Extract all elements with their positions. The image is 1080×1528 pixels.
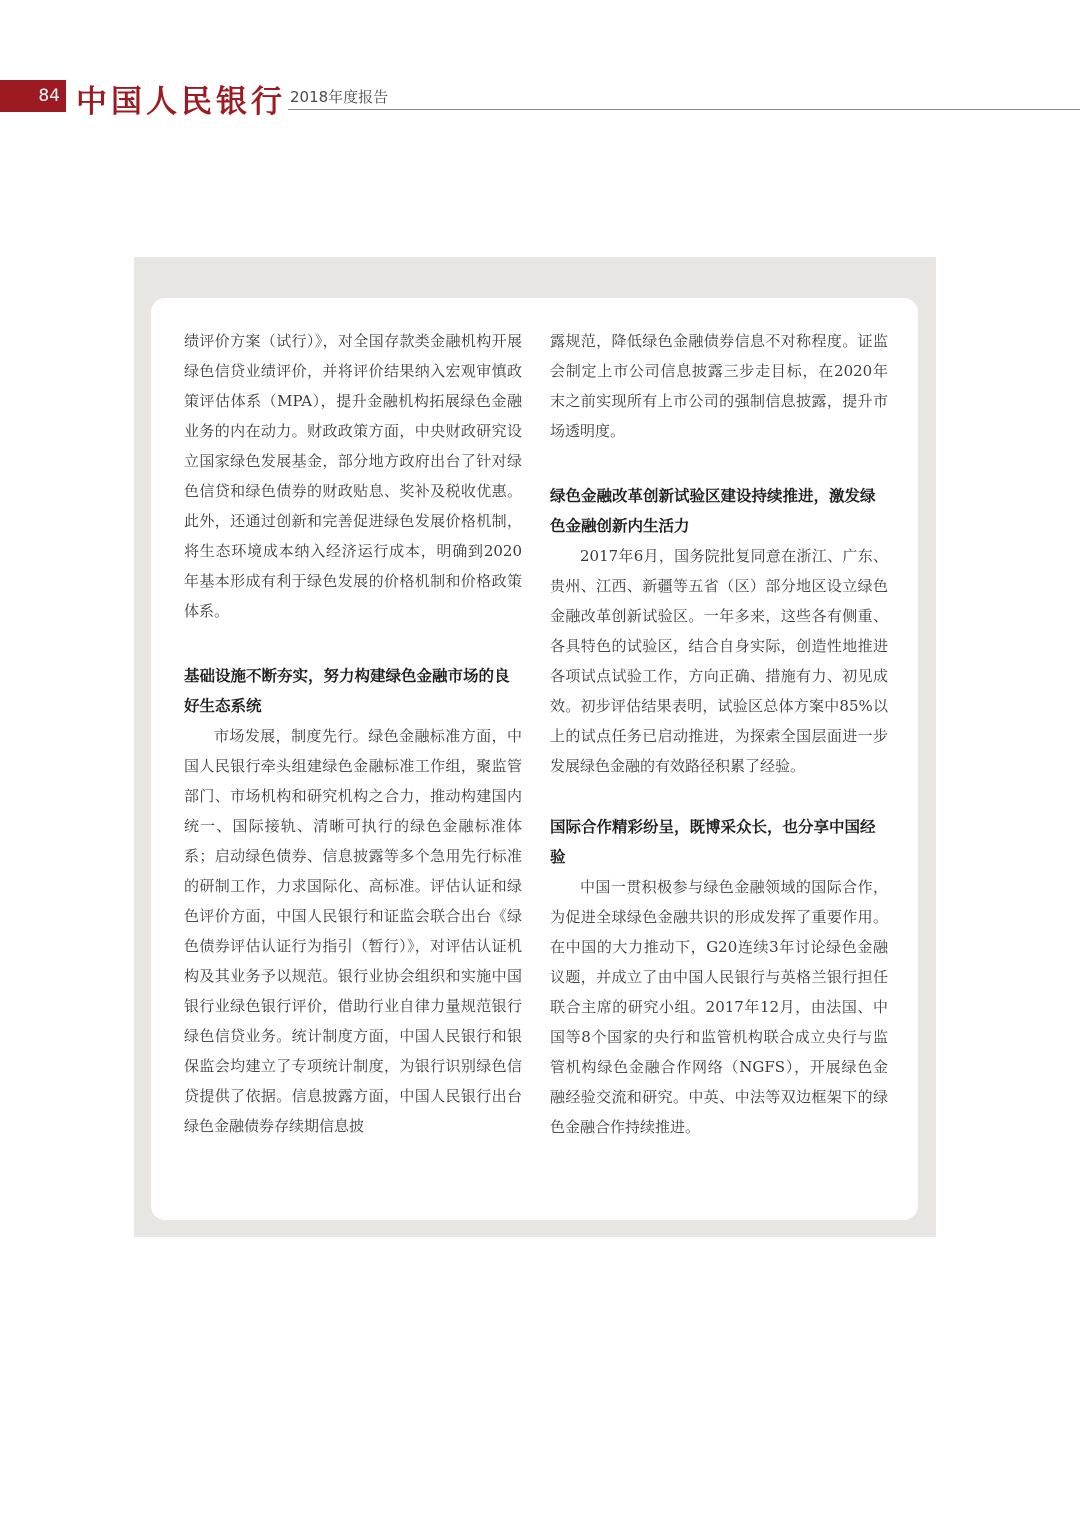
right-heading-2: 国际合作精彩纷呈，既博采众长，也分享中国经验: [550, 817, 876, 866]
report-title: 2018年度报告: [290, 88, 389, 106]
left-column: [184, 326, 522, 1141]
left-heading-1: 基础设施不断夯实，努力构建绿色金融市场的良好生态系统: [184, 666, 510, 715]
left-paragraph-1: 绩评价方案（试行）》，对全国存款类金融机构开展绿色信贷业绩评价，并将评价结果纳入宏观审慎政策评估体系（MPA），提升金融机构拓展绿色金融业务的内在动力。财政政策方面，中央财政研究设立国家绿色发展基金，部分地方政府出台了针对绿色信贷和绿色债券的财政贴息、奖补及税收优惠。此外，还通过创新和完善促进绿色发展价格机制，将生态环境成本纳入经济运行成本，明确到2020年基本形成有利于绿色发展的价格机制和价格政策体系。: [184, 332, 522, 620]
header-divider: [288, 109, 1080, 110]
right-column: [550, 326, 888, 1142]
pboc-logo-text: 中国人民银行: [76, 84, 286, 120]
right-paragraph-2: 2017年6月，国务院批复同意在浙江、广东、贵州、江西、新疆等五省（区）部分地区设立绿色金融改革创新试验区。一年多来，这些各有侧重、各具特色的试验区，结合自身实际，创造性地推进各项试点试验工作，方向正确、措施有力、初见成效。初步评估结果表明，试验区总体方案中85%以上的试点任务已启动推进，为探索全国层面进一步发展绿色金融的有效路径积累了经验。: [550, 547, 888, 775]
page-number: 84: [0, 80, 66, 112]
right-heading-1: 绿色金融改革创新试验区建设持续推进，激发绿色金融创新内生活力: [550, 486, 876, 535]
right-paragraph-3: 中国一贯积极参与绿色金融领域的国际合作，为促进全球绿色金融共识的形成发挥了重要作用。在中国的大力推动下，G20连续3年讨论绿色金融议题，并成立了由中国人民银行与英格兰银行担任联合主席的研究小组。2017年12月，由法国、中国等8个国家的央行和监管机构联合成立央行与监管机构绿色金融合作网络（NGFS），开展绿色金融经验交流和研究。中英、中法等双边框架下的绿色金融合作持续推进。: [550, 878, 888, 1136]
right-paragraph-1: 露规范，降低绿色金融债券信息不对称程度。证监会制定上市公司信息披露三步走目标，在2020年末之前实现所有上市公司的强制信息披露，提升市场透明度。: [550, 332, 888, 440]
left-paragraph-2: 市场发展，制度先行。绿色金融标准方面，中国人民银行牵头组建绿色金融标准工作组，聚监管部门、市场机构和研究机构之合力，推动构建国内统一、国际接轨、清晰可执行的绿色金融标准体系；启动绿色债券、信息披露等多个急用先行标准的研制工作，力求国际化、高标准。评估认证和绿色评价方面，中国人民银行和证监会联合出台《绿色债券评估认证行为指引（暂行）》，对评估认证机构及其业务予以规范。银行业协会组织和实施中国银行业绿色银行评价，借助行业自律力量规范银行绿色信贷业务。统计制度方面，中国人民银行和银保监会均建立了专项统计制度，为银行识别绿色信贷提供了依据。信息披露方面，中国人民银行出台绿色金融债券存续期信息披: [184, 727, 522, 1135]
